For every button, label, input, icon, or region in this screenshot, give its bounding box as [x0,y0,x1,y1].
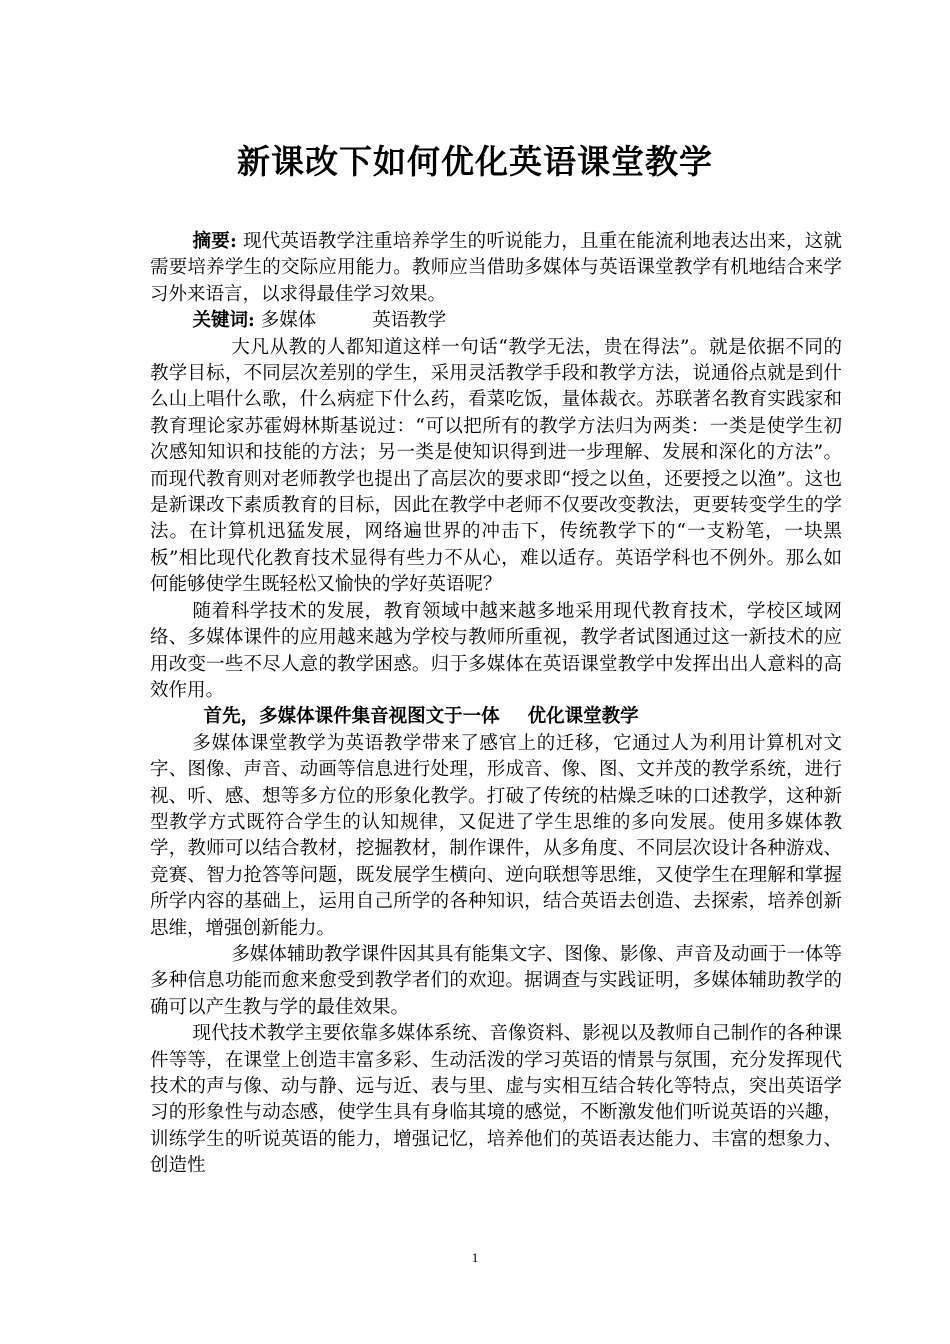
abstract-paragraph [150,229,842,308]
body-paragraph: 多媒体辅助教学课件因其具有能集文字、图像、影像、声音及动画于一体等多种信息功能而愈来愈受到教学者们的欢迎。据调查与实践证明，多媒体辅助教学的确可以产生教与学的最佳效果。 [150,943,842,1018]
section-heading-part: 优化课堂教学 [527,706,639,728]
body-paragraph: 现代技术教学主要依靠多媒体系统、音像资料、影视以及教师自己制作的各种课件等等，在课堂上创造丰富多彩、生动活泼的学习英语的情景与氛围，充分发挥现代技术的声与像、动与静、远与近、表与里、虚与实相互结合转化等特点，突出英语学习的形象性与动态感，使学生具有身临其境的感觉，不断激发他们听说英语的兴趣，训练学生的听说英语的能力，增强记忆，培养他们的英语表达能力、丰富的想象力、创造性 [150,1023,842,1177]
body-paragraph: 大凡从教的人都知道这样一句话“教学无法，贵在得法”。就是依据不同的教学目标，不同层次差别的学生，采用灵活教学手段和教学方法，说通俗点就是到什么山上唱什么歌，什么病症下什么药，看菜吃饭，量体裁衣。苏联著名教育实践家和教育理论家苏霍姆林斯基说过：“可以把所有的教学方法归为两类：一类是使学生初次感知知识和技能的方法；另一类是使知识得到进一步理解、发展和深化的方法”。而现代教育则对老师教学也提出了高层次的要求即“授之以鱼，还要授之以渔”。这也是新课改下素质教育的目标，因此在教学中老师不仅要改变教法，更要转变学生的学法。在计算机迅猛发展，网络遍世界的冲击下，传统教学下的“一支粉笔，一块黑板”相比现代化教育技术显得有些力不从心，难以适存。英语学科也不例外。那么如何能够使学生既轻松又愉快的学好英语呢？ [150,336,842,596]
body-paragraph: 随着科学技术的发展，教育领域中越来越多地采用现代教育技术，学校区域网络、多媒体课件的应用越来越为学校与教师所重视，教学者试图通过这一新技术的应用改变一些不尽人意的教学困惑。归于多媒体在英语课堂教学中发挥出出人意料的高效作用。 [150,600,842,701]
abstract-label: 摘要: [192,231,237,252]
section-heading-part: 首先，多媒体课件集音视图文于一体 [203,706,500,728]
body-paragraph: 多媒体课堂教学为英语教学带来了感官上的迁移，它通过人为利用计算机对文字、图像、声音、动画等信息进行处理，形成音、像、图、文并茂的教学系统，进行视、听、感、想等多方位的形象化教学。打破了传统的枯燥乏味的口述教学，这种新型教学方式既符合学生的认知规律，又促进了学生思维的多向发展。使用多媒体教学，教师可以结合教材，挖掘教材，制作课件，从多角度、不同层次设计各种游戏、竞赛、智力抢答等问题，既发展学生横向、逆向联想等思维，又使学生在理解和掌握所学内容的基础上，运用自己所学的各种知识，结合英语去创造、去探索，培养创新思维，增强创新能力。 [150,732,842,939]
document-title: 新课改下如何优化英语课堂教学 [237,142,713,181]
page-number: 1 [471,1250,479,1265]
document-body [150,229,842,1180]
section-heading [150,704,842,730]
keywords-paragraph [150,308,842,334]
keyword-item: 多媒体 [260,310,317,332]
keywords-label: 关键词: [192,310,255,332]
abstract-text: 现代英语教学注重培养学生的听说能力，且重在能流利地表达出来，这就需要培养学生的交际应用能力。教师应当借助多媒体与英语课堂教学有机地结合来学习外来语言，以求得最佳学习效果。 [150,231,842,305]
keyword-item: 英语教学 [372,310,447,332]
